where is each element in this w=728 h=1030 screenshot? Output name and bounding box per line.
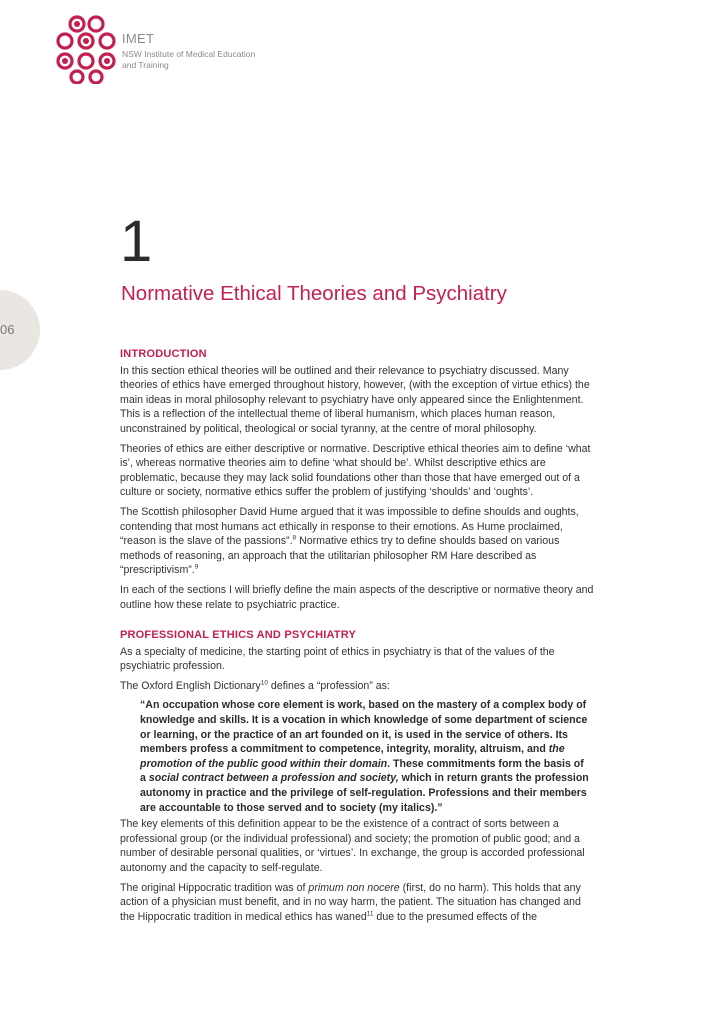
- paragraph: The Oxford English Dictionary$^{10}$ defines a “profession” as:: [120, 679, 390, 692]
- org-header: [122, 32, 262, 71]
- footnote-ref: 8: [292, 534, 297, 542]
- section-heading-professional-ethics: PROFESSIONAL ETHICS AND PSYCHIATRY: [120, 629, 356, 642]
- paragraph: As a specialty of medicine, the starting point of ethics in psychiatry is that of the values of the psychiatric profession.: [120, 645, 555, 673]
- footnote-ref: 9: [194, 563, 199, 571]
- chapter-number: 1: [120, 209, 153, 274]
- org-name: IMET: [122, 31, 155, 46]
- imet-logo-icon: [52, 12, 122, 84]
- paragraph: The original Hippocratic tradition was of primum non nocere (first, do no harm). This holds that any action of a physician must benefit, and in no way harm, the patient. The situation has changed and the Hippocratic tradition in medical ethics has waned$^{11}$ due to the presumed effects of the: [120, 881, 581, 923]
- body-content: [120, 347, 596, 929]
- definition-quote: “An occupation whose core element is work, based on the mastery of a complex body of knowledge and skills. It is a vocation in which knowledge of some department of science or learning, or the practice of an art founded on it, is used in the service of others. Its members profess a commitment to competence, integrity, morality, altruism, and the promotion of the public good within their domain. These commitments form the basis of a social contract between a profession and society, which in return grants the profession autonomy in practice and the privilege of self-regulation. Professions and their members are accountable to those served and to society (my italics).”: [140, 699, 589, 814]
- paragraph: In this section ethical theories will be outlined and their relevance to psychiatry discussed. Many theories of ethics have emerged throughout history, however, (with the exception of virtue ethics) the main ideas in moral philosophy relevant to psychiatry have only appeared since the Enlightenment. This is a reflection of the intellectual theme of liberal humanism, which places human reason, unconstrained by political, theological or social tyranny, at the centre of moral philosophy.: [120, 364, 590, 435]
- paragraph: The Scottish philosopher David Hume argued that it was impossible to define shoulds and oughts, contending that most humans act ethically in response to their emotions. As Hume proclaimed, “reason is the slave of the passions”.$^8$ Normative ethics try to define shoulds based on various methods of reasoning, an approach that the utilitarian philosopher RM Hare described as “prescriptivism”.$^9$: [120, 505, 579, 577]
- paragraph: Theories of ethics are either descriptive or normative. Descriptive ethical theories aim to define ‘what is’, whereas normative theories aim to define ‘what should be’. Whilst descriptive ethics are problematic, because they may lack solid foundations other than those that have emerged out of a culture or society, normative ethics suffer the problem of justifying ‘shoulds’ and ‘oughts’.: [120, 442, 591, 499]
- footnote-ref: 11: [366, 910, 374, 918]
- paragraph: The key elements of this definition appear to be the existence of a contract of sorts between a professional group (or the individual professional) and society; the promotion of public good; and a number of desirable personal qualities, or ‘virtues’. In exchange, the group is accorded professional autonomy and the capacity to self-regulate.: [120, 818, 585, 874]
- page-number: 06: [0, 322, 15, 337]
- chapter-title: Normative Ethical Theories and Psychiatry: [121, 282, 507, 305]
- paragraph: In each of the sections I will briefly define the main aspects of the descriptive or normative theory and outline how these relate to psychiatric practice.: [120, 583, 594, 611]
- section-heading-introduction: INTRODUCTION: [120, 348, 207, 360]
- footnote-ref: 10: [260, 679, 268, 687]
- org-subtitle: NSW Institute of Medical Education and Training: [122, 49, 256, 70]
